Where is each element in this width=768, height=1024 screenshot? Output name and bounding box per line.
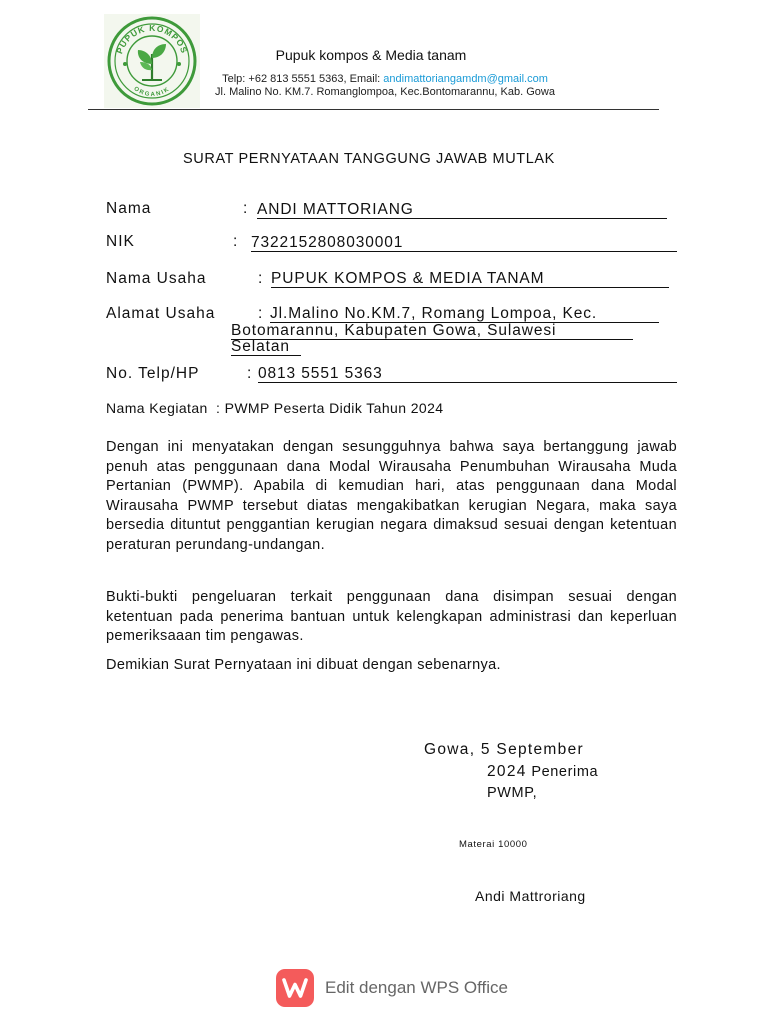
signature-year: 2024	[487, 763, 527, 780]
field-colon-nik: :	[233, 233, 238, 250]
logo-text-top: PUPUK KOMPOS	[114, 22, 190, 56]
field-value-alamat-line2: Botomarannu, Kabupaten Gowa, Sulawesi	[231, 323, 633, 340]
paragraph-statement: Dengan ini menyatakan dengan sesungguhnya bahwa saya bertanggung jawab penuh atas penggunaan dana Modal Wirausaha Penumbuhan Wirausaha Muda Pertanian (PWMP). Apabila di kemudian hari, atas penggunaan dana Modal Wirausaha PWMP tersebut diatas mengakibatkan kerugian Negara, maka saya bersedia dituntut penggantian kerugian negara dimaksud sesuai dengan ketentuan peraturan perundang-undangan.	[106, 439, 677, 553]
letterhead-phone-line	[190, 73, 580, 86]
paragraph-closing: Demikian Surat Pernyataan ini dibuat dengan sebenarnya.	[106, 657, 501, 673]
field-value-telp: 0813 5551 5363	[258, 366, 677, 383]
letterhead-address: Jl. Malino No. KM.7. Romanglompoa, Kec.Bontomarannu, Kab. Gowa	[215, 86, 555, 98]
field-label-telp: No. Telp/HP	[106, 365, 200, 382]
letterhead-phone: Telp: +62 813 5551 5363, Email:	[222, 73, 384, 85]
letterhead-email-link[interactable]: andimattoriangamdm@gmail.com	[383, 73, 548, 85]
field-value-alamat-line3: Selatan	[231, 339, 301, 356]
edit-with-wps-link[interactable]: Edit dengan WPS Office	[325, 978, 509, 997]
kegiatan-line	[106, 400, 443, 416]
field-label-alamat-usaha: Alamat Usaha	[106, 305, 216, 322]
signer-name: Andi Mattroriang	[475, 888, 586, 904]
kegiatan-label: Nama Kegiatan	[106, 400, 208, 416]
kegiatan-value: : PWMP Peserta Didik Tahun 2024	[216, 400, 444, 416]
logo-text-bottom: ORGANIK	[132, 86, 172, 99]
signature-place-date: Gowa, 5 September	[424, 741, 584, 758]
wps-w-icon[interactable]	[276, 969, 314, 1007]
field-label-nama-usaha: Nama Usaha	[106, 270, 207, 287]
field-colon-telp: :	[247, 365, 252, 382]
svg-text:ORGANIK	[133, 86, 172, 98]
field-colon-nama-usaha: :	[258, 270, 263, 287]
field-colon-nama: :	[243, 200, 248, 217]
materai-stamp-label: Materai 10000	[459, 839, 528, 850]
field-value-nama: ANDI MATTORIANG	[257, 202, 667, 219]
paragraph-evidence: Bukti-bukti pengeluaran terkait penggunaan dana disimpan sesuai dengan ketentuan pada penerima bantuan untuk kelengkapan administrasi dan keperluan pemeriksaaan tim pengawas.	[106, 589, 677, 644]
signature-program: PWMP,	[487, 785, 538, 801]
field-label-nama: Nama	[106, 200, 152, 217]
signature-recipient: Penerima	[526, 764, 599, 780]
letterhead-contact	[190, 73, 580, 99]
field-label-nik: NIK	[106, 233, 135, 250]
letterhead-business-name: Pupuk kompos & Media tanam	[275, 47, 467, 63]
field-value-alamat-line1: Jl.Malino No.KM.7, Romang Lompoa, Kec.	[270, 306, 659, 323]
field-colon-alamat-usaha: :	[258, 305, 263, 322]
field-value-nama-usaha: PUPUK KOMPOS & MEDIA TANAM	[271, 271, 669, 288]
company-logo	[104, 14, 200, 108]
signature-year-line	[487, 763, 598, 781]
letterhead-divider	[88, 109, 659, 110]
field-value-nik: 7322152808030001	[251, 235, 677, 252]
document-title: SURAT PERNYATAAN TANGGUNG JAWAB MUTLAK	[183, 151, 555, 167]
